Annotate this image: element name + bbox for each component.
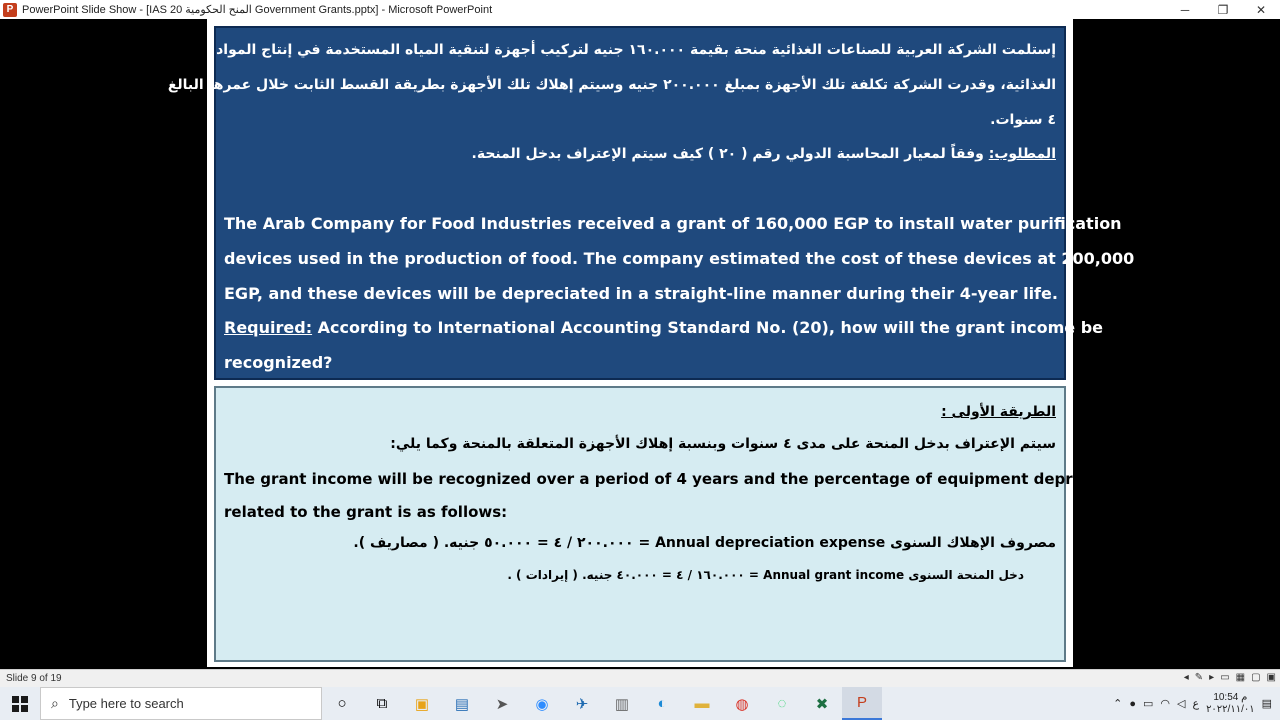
clock[interactable] [1206, 692, 1255, 716]
chrome-icon[interactable]: ◍ [735, 695, 749, 713]
question-en-line5: recognized? [224, 353, 333, 372]
depreciation-expense-line: مصروف الإهلاك السنوى Annual depreciation expense = ٢٠٠.٠٠٠ / ٤ = ٥٠.٠٠٠ جنيه. ( مصاريف ). [353, 535, 1056, 551]
question-ar-line1: إستلمت الشركة العربية للصناعات الغذائية منحة بقيمة ١٦٠.٠٠٠ جنيه لتركيب أجهزة لتنقية المياه المستخدمة في إنتاج المواد [216, 42, 1056, 58]
search-icon: ⌕ [51, 695, 59, 711]
powerpoint-taskbar-icon[interactable]: P [842, 687, 882, 720]
taskbar [0, 687, 1280, 720]
answer-ar-line1: سيتم الإعتراف بدخل المنحة على مدى ٤ سنوات وبنسبة إهلاك الأجهزة المتعلقة بالمنحة وكما يلي: [390, 436, 1056, 452]
taskbar-search[interactable] [40, 687, 322, 720]
task-view-icon[interactable]: ⧉ [376, 695, 388, 712]
clock-time: 10:54 م [1213, 691, 1248, 703]
powerpoint-icon: P [3, 3, 17, 17]
question-box [167, 26, 1135, 380]
file-explorer-icon[interactable]: ▬ [694, 695, 710, 712]
question-en-line2: devices used in the production of food. The company estimated the cost of these devices at 200,000 [224, 249, 1135, 268]
photos-icon[interactable]: ▤ [454, 695, 470, 713]
required-label-en: Required: [224, 318, 313, 337]
minimize-button[interactable]: ─ [1180, 2, 1190, 17]
method-heading: الطريقة الأولى : [941, 404, 1056, 420]
question-ar-line2: الغذائية، وقدرت الشركة تكلفة تلك الأجهزة بمبلغ ٢٠٠.٠٠٠ جنيه وسيتم إهلاك تلك الأجهزة بطريقة القسط الثابت خلال عمرها البالغ [167, 77, 1056, 93]
system-tray [1113, 687, 1280, 720]
question-ar-line3: ٤ سنوات. [990, 112, 1056, 128]
required-text-en: According to International Accounting Standard No. (20), how will the grant income be [312, 318, 1104, 337]
question-ar-required [472, 146, 1056, 162]
window-title: PowerPoint Slide Show - [IAS 20 المنح الحكومية Government Grants.pptx] - Microsoft PowerPoint [22, 4, 493, 16]
status-controls [1184, 672, 1276, 683]
search-placeholder: Type here to search [68, 696, 184, 711]
reading-view-icon[interactable]: ▢ [1251, 672, 1261, 683]
previous-slide-icon[interactable]: ◂ [1183, 672, 1189, 683]
close-button[interactable]: ✕ [1255, 2, 1267, 17]
app-icon[interactable]: ➤ [495, 695, 509, 713]
teams-icon[interactable]: ✈ [575, 695, 589, 713]
edge-icon[interactable]: ◐ [657, 695, 667, 712]
calculator-icon[interactable]: ▥ [614, 695, 630, 713]
window-titlebar [0, 0, 1280, 19]
answer-box [214, 386, 1141, 662]
normal-view-icon[interactable]: ▭ [1220, 672, 1230, 683]
notes-icon[interactable]: ✎ [1194, 672, 1204, 683]
windows-logo-icon [12, 696, 28, 712]
excel-icon[interactable]: ✖ [815, 695, 829, 713]
chevron-up-icon[interactable]: ⌃ [1113, 698, 1123, 710]
slide-canvas[interactable] [167, 19, 1141, 667]
whatsapp-icon[interactable]: ◌ [777, 695, 787, 712]
maximize-button[interactable]: ❐ [1217, 2, 1229, 17]
question-en-required [224, 318, 1103, 337]
zoom-icon[interactable]: ◉ [535, 695, 549, 713]
microphone-icon[interactable]: ● [1129, 697, 1136, 710]
status-bar [0, 669, 1280, 687]
slide-sorter-icon[interactable]: ▦ [1235, 672, 1246, 683]
answer-en-line2: related to the grant is as follows: [224, 503, 508, 521]
window-controls [1166, 0, 1280, 19]
grant-income-line: دخل المنحة السنوى Annual grant income = ١٦٠.٠٠٠ / ٤ = ٤٠.٠٠٠ جنيه. ( إيرادات ) . [507, 568, 1024, 582]
battery-icon[interactable]: ▭ [1143, 698, 1154, 710]
volume-icon[interactable]: ◁ [1177, 698, 1186, 710]
start-button[interactable] [0, 687, 40, 720]
slideshow-view-icon[interactable]: ▣ [1266, 672, 1276, 683]
required-label-ar: المطلوب: [988, 146, 1056, 162]
required-text-ar: وفقاً لمعيار المحاسبة الدولي رقم ( ٢٠ ) كيف سيتم الإعتراف بدخل المنحة. [471, 146, 989, 162]
cortana-icon[interactable]: ○ [337, 695, 347, 712]
next-slide-icon[interactable]: ▸ [1209, 672, 1215, 683]
clock-date: ٢٠٢٢/١١/٠١ [1206, 703, 1255, 715]
wifi-icon[interactable]: ◠ [1160, 698, 1171, 710]
store-icon[interactable]: ▣ [414, 695, 430, 713]
question-en-line3: EGP, and these devices will be depreciated in a straight-line manner during their 4-year life. [224, 284, 1058, 303]
input-language[interactable]: ع [1192, 698, 1200, 710]
notifications-icon[interactable]: ▤ [1261, 698, 1272, 710]
slide-counter: Slide 9 of 19 [6, 673, 62, 684]
answer-en-line1: The grant income will be recognized over a period of 4 years and the percentage of equipment depreciation [224, 470, 1141, 488]
question-en-line1: The Arab Company for Food Industries received a grant of 160,000 EGP to install water purification [224, 214, 1122, 233]
